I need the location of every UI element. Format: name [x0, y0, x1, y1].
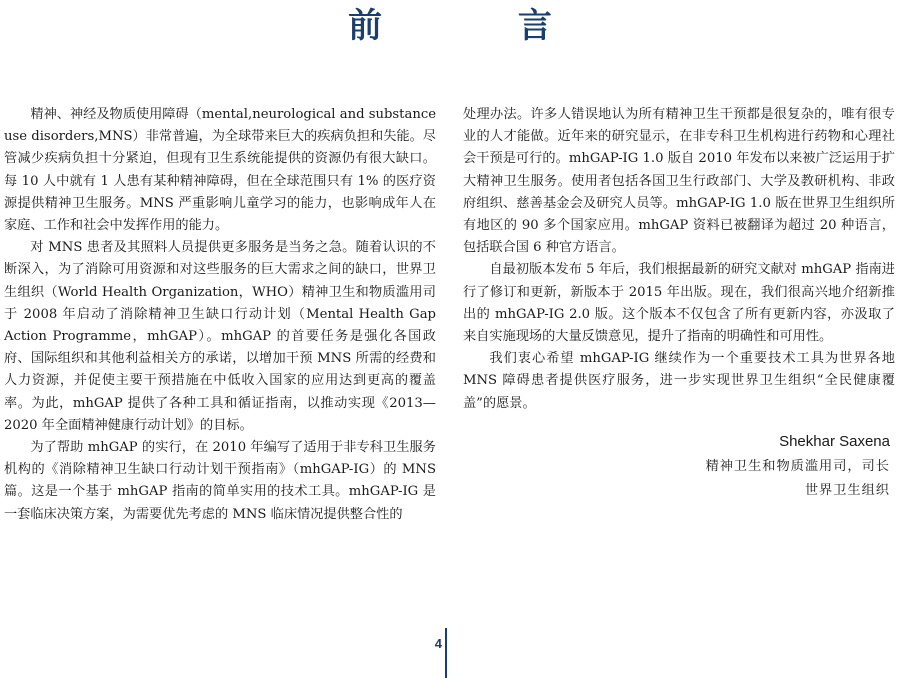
signature-name: Shekhar Saxena: [779, 433, 890, 450]
paragraph: 对 MNS 患者及其照料人员提供更多服务是当务之急。随着认识的不断深入，为了消除可用资源和对这些服务的巨大需求之间的缺口，世界卫生组织（World Health Organization，WHO）精神卫生和物质滥用司于 2008 年启动了消除精神卫生缺口行动计划（Mental Health Gap Action Programme，mhGAP）。mhGAP 的首要任务是强化各国政府、国际组织和其他利益相关方的承诺，以增加干预 MNS 所需的经费和人力资源，并促使主要干预措施在中低收入国家的应用达到更高的覆盖率。为此，mhGAP 提供了各种工具和循证指南，以推动实现《2013—2020 年全面精神健康行动计划》的目标。: [4, 240, 436, 433]
paragraph: 为了帮助 mhGAP 的实行，在 2010 年编写了适用于非专科卫生服务机构的《消除精神卫生缺口行动计划干预指南》（mhGAP-IG）的 MNS 篇。这是一个基于 mhGAP 指南的简单实用的技术工具。mhGAP-IG 是一套临床决策方案，为需要优先考虑的 MNS 临床情况提供整合性的: [4, 440, 436, 522]
signature-organization: 世界卫生组织: [804, 483, 890, 498]
paragraph: 精神、神经及物质使用障碍（mental,neurological and substance use disorders,MNS）非常普遍，为全球带来巨大的疾病负担和失能。尽管减少疾病负担十分紧迫，但现有卫生系统能提供的资源仍有很大缺口。每 10 人中就有 1 人患有某种精神障碍，但在全球范围只有 1% 的医疗资源提供精神卫生服务。MNS 严重影响儿童学习的能力，也影响成年人在家庭、工作和社会中发挥作用的能力。: [4, 107, 437, 234]
paragraph: 我们衷心希望 mhGAP-IG 继续作为一个重要技术工具为世界各地 MNS 障碍患者提供医疗服务，进一步实现世界卫生组织“全民健康覆盖”的愿景。: [463, 351, 895, 411]
page-number: 4: [434, 636, 442, 651]
page-title: 前 言: [348, 6, 614, 46]
paragraph: 处理办法。许多人错误地认为所有精神卫生干预都是很复杂的，唯有很专业的人才能做。近年来的研究显示，在非专科卫生机构进行药物和心理社会干预是可行的。mhGAP-IG 1.0 版自 2010 年发布以来被广泛运用于扩大精神卫生服务。使用者包括各国卫生行政部门、大学及教研机构、非政府组织、慈善基金会及研究人员等。mhGAP-IG 1.0 版在世界卫生组织所有地区的 90 多个国家应用。mhGAP 资料已被翻译为超过 20 种语言，包括联合国 6 种官方语言。: [463, 107, 895, 256]
paragraph: 自最初版本发布 5 年后，我们根据最新的研究文献对 mhGAP 指南进行了修订和更新，新版本于 2015 年出版。现在，我们很高兴地介绍新推出的 mhGAP-IG 2.0 版。这个版本不仅包含了所有更新内容，亦汲取了来自实施现场的大量反馈意见，提升了指南的明确性和可用性。: [463, 262, 895, 345]
signature-title: 精神卫生和物质滥用司，司长: [705, 459, 890, 474]
footer-divider: [445, 628, 447, 678]
left-column: [4, 104, 436, 526]
right-column: [463, 104, 895, 415]
